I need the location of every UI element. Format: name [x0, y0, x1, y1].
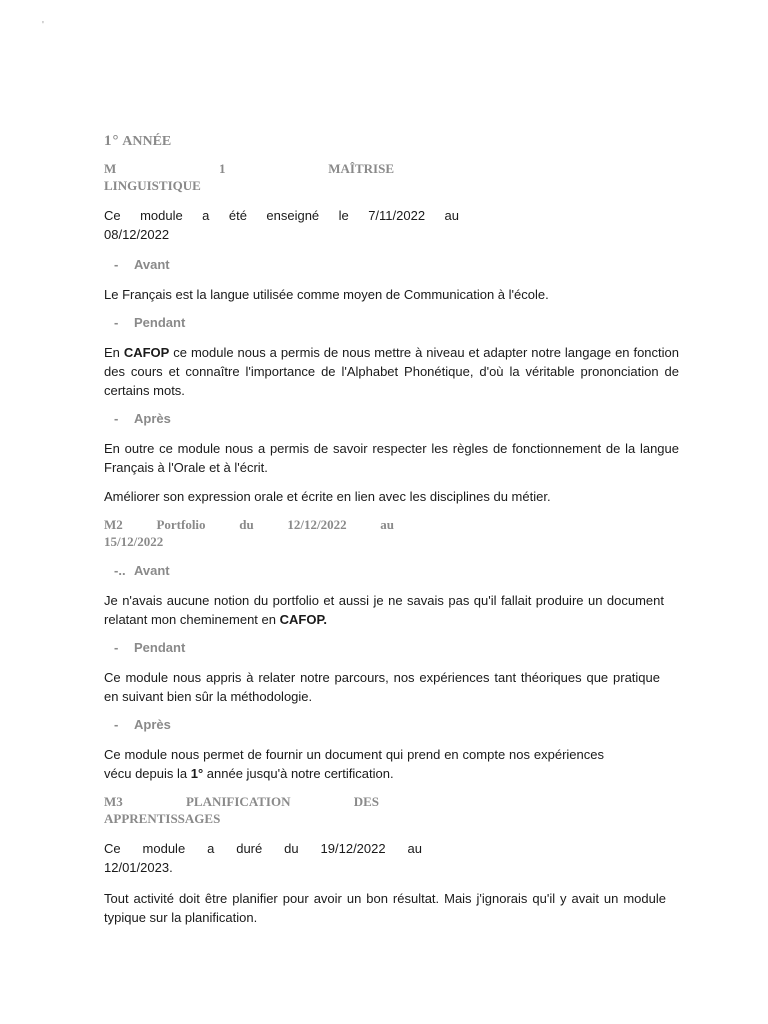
m1-extra-text: Améliorer son expression orale et écrite en lien avec les disciplines du métier. [104, 489, 551, 504]
m1-dates-word: au [444, 208, 459, 223]
module-1-title [104, 160, 394, 194]
m1-dates [104, 206, 459, 244]
m3-dates-word: du [284, 841, 299, 856]
m2-avant-label: Avant [134, 563, 170, 578]
m1-pendant-label: Pendant [134, 315, 186, 330]
m2-apres-heading: - Après [114, 717, 171, 732]
m2-title-line2: 15/12/2022 [104, 534, 164, 549]
m3-dates-word: au [407, 841, 422, 856]
m3-dates [104, 839, 422, 877]
m1-title-part: M [104, 161, 117, 176]
m1-title-line2: LINGUISTIQUE [104, 178, 201, 193]
m2-apres-pre: Ce module nous permet de fournir un document qui prend en compte nos expériences vécu depuis la [104, 747, 604, 781]
m1-avant-heading: - Avant [114, 257, 170, 272]
m2-avant-pre: Je n'avais aucune notion du portfolio et aussi je ne savais pas qu'il fallait produire un document relatant mon cheminement en [104, 593, 664, 627]
m2-title-part: M2 [104, 517, 123, 532]
m3-dates-word: 19/12/2022 [320, 841, 386, 856]
m1-dates-word: enseigné [266, 208, 320, 223]
m2-apres-post: année jusqu'à notre certification. [203, 766, 394, 781]
m3-dates-word: Ce [104, 841, 121, 856]
m1-pendant-text [104, 343, 679, 400]
m3-title-part: M3 [104, 794, 123, 809]
m2-title-part: 12/12/2022 [287, 517, 347, 532]
m1-title-part: 1 [219, 161, 226, 176]
m2-apres-text [104, 745, 604, 783]
m3-title-part: PLANIFICATION [185, 794, 291, 809]
m2-avant-heading [104, 562, 679, 579]
m1-dates-word: a [202, 208, 210, 223]
m1-dates-word: Ce [104, 208, 121, 223]
m1-title-part: MAÎTRISE [328, 161, 394, 176]
m2-pendant-label: Pendant [134, 640, 186, 655]
module-2-title [104, 516, 394, 550]
page-mark: ' [42, 20, 44, 31]
year-label: ANNÉE [122, 134, 172, 149]
m2-title-part: au [380, 517, 394, 532]
m1-apres-label: Après [134, 411, 171, 426]
m1-pendant-heading: - Pendant [114, 315, 186, 330]
document-body [104, 133, 679, 937]
m3-dates-line2: 12/01/2023. [104, 860, 173, 875]
m1-dates-word: 7/11/2022 [368, 208, 426, 223]
m1-dates-word: module [140, 208, 183, 223]
m2-avant-dash: -.. [114, 563, 126, 578]
m2-title-part: Portfolio [156, 517, 206, 532]
m3-title-line2: APPRENTISSAGES [104, 811, 221, 826]
m3-dates-word: module [142, 841, 186, 856]
m1-avant-text: Le Français est la langue utilisée comme moyen de Communication à l'école. [104, 287, 549, 302]
m1-dates-word: le [338, 208, 349, 223]
m2-pendant-heading: - Pendant [114, 640, 186, 655]
m3-title-part: DES [353, 794, 379, 809]
module-3-title [104, 793, 379, 827]
m1-avant-label: Avant [134, 257, 170, 272]
m1-dates-line2: 08/12/2022 [104, 227, 170, 242]
cafop-label: CAFOP. [279, 612, 328, 627]
m3-dates-word: a [207, 841, 215, 856]
m2-avant-text [104, 591, 664, 629]
m1-pendant-pre: En [104, 345, 124, 360]
m2-pendant-text: Ce module nous appris à relater notre parcours, nos expériences tant théoriques que pratique en suivant bien sûr la méthodologie. [104, 670, 660, 704]
m1-dates-word: été [228, 208, 247, 223]
year-number-inline: 1° [190, 766, 204, 781]
m2-title-part: du [239, 517, 254, 532]
m3-dates-word: duré [236, 841, 263, 856]
m1-apres-heading: - Après [114, 411, 171, 426]
year-heading [104, 133, 679, 150]
year-number: 1° [104, 133, 120, 149]
m1-apres-text: En outre ce module nous a permis de savoir respecter les règles de fonctionnement de la langue Français à l'Orale et à l'écrit. [104, 441, 679, 475]
cafop-label: CAFOP [123, 345, 170, 360]
m3-text: Tout activité doit être planifier pour avoir un bon résultat. Mais j'ignorais qu'il y avait un module typique sur la planification. [104, 891, 666, 925]
m2-apres-label: Après [134, 717, 171, 732]
m1-pendant-post: ce module nous a permis de nous mettre à niveau et adapter notre langage en fonction des cours et connaître l'importance de l'Alphabet Phonétique, d'où la véritable prononciation de certains mots. [104, 345, 679, 398]
